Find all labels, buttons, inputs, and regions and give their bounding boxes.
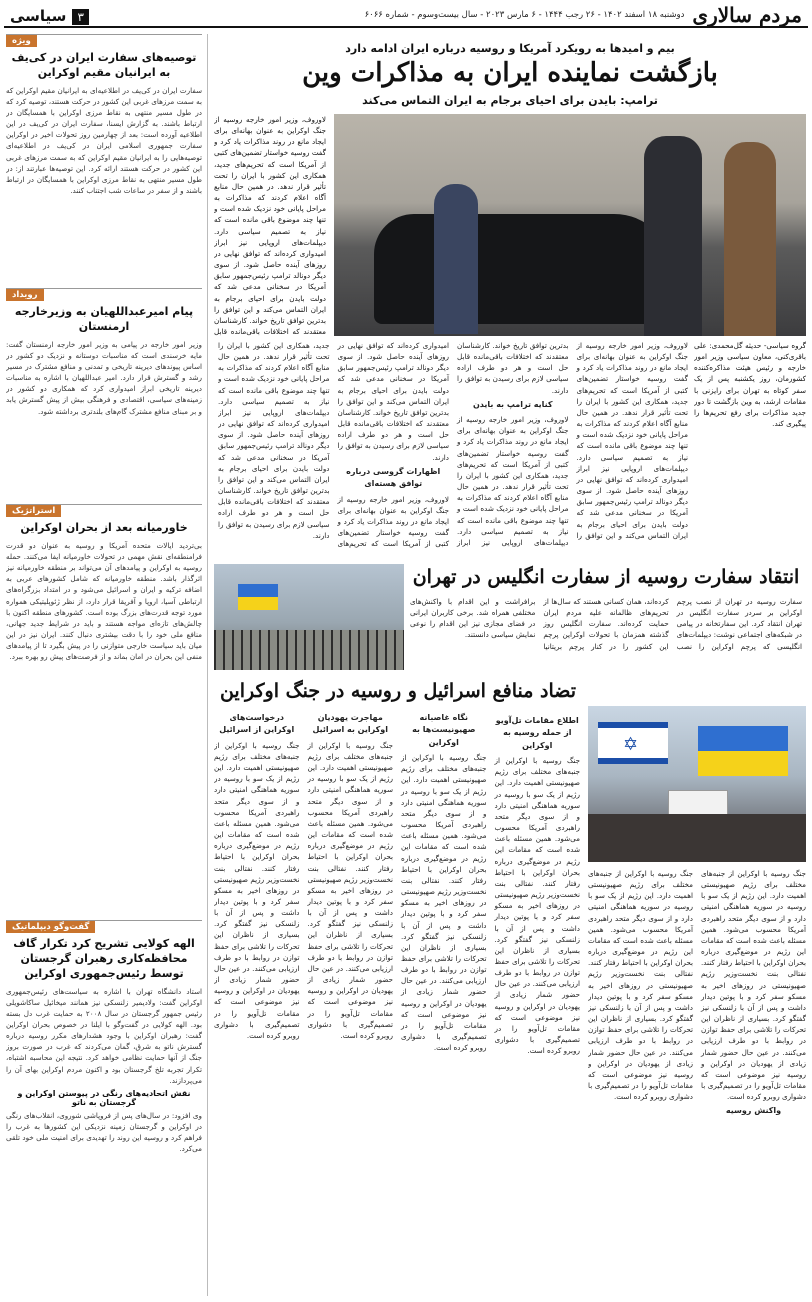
person-shape bbox=[724, 142, 776, 336]
lead-photo-vienna bbox=[334, 114, 806, 336]
ukraine-flag-icon bbox=[698, 726, 788, 776]
lead-article-text: لاوروف، وزیر امور خارجه روسیه از جنگ اوکراین به عنوان بهانه‌ای برای ایجاد مانع در روند مذاکرات یاد کرد و گفت روسیه خواستار تضمین‌های کتبی از آمریکا است که تحریم‌های جدید، همکاری این کشور با ایران را تحت تأثیر قرار ندهد. در همین حال منابع آگاه اعلام کردند که مذاکرات به مراحل پایانی خود نزدیک شده است و تنها چند موضوع باقی مانده است که نیاز به تصمیم سیاسی دارد. دیپلمات‌های اروپایی نیز ابراز امیدواری کرده‌اند که توافق نهایی در روزهای آینده حاصل شود. از سوی دیگر دونالد ترامپ رئیس‌جمهور سابق آمریکا در سخنانی مدعی شد که دولت بایدن برای احیای برجام به ایران التماس می‌کند و این توافق را بدترین توافق تاریخ خواند. کارشناسان معتقدند که اختلافات باقی‌مانده قابل حل است و هر دو طرف اراده سیاسی لازم برای رسیدن به توافق را دارند. bbox=[218, 341, 449, 549]
newspaper-logo: مردم سالاری bbox=[692, 3, 802, 27]
side-box-tag: رویداد bbox=[6, 289, 44, 301]
side-box-tag: استراتژیک bbox=[6, 505, 61, 517]
side-column bbox=[6, 34, 202, 1296]
embassy-article-body bbox=[410, 596, 802, 668]
side-box-tag: ویژه bbox=[6, 35, 37, 47]
side-box-koolaee bbox=[6, 920, 202, 1296]
israel-text: جنگ روسیه با اوکراین از جنبه‌های مختلف برای رژیم صهیونیستی اهمیت دارد. این رژیم از یک سو با روسیه در سوریه هماهنگی امنیتی دارد و از سوی دیگر متحد راهبردی آمریکا محسوب می‌شود. همین مسئله باعث شده است که مقامات این رژیم در موضع‌گیری درباره بحران اوکراین با احتیاط رفتار کنند. نفتالی بنت نخست‌وزیر رژیم صهیونیستی در روزهای اخیر به مسکو سفر کرد و با پوتین دیدار داشت و پس از آن با زلنسکی نیز گفتگو کرد. بسیاری از ناظران این تحرکات را تلاشی برای حفظ توازن در روابط با دو طرف ارزیابی می‌کنند. در عین حال حضور شمار زیادی از یهودیان در اوکراین و روسیه نیز موضوعی است که مقامات تل‌آویو را در تصمیم‌گیری با دشواری روبرو کرده است. bbox=[401, 753, 487, 1053]
protest-photo bbox=[588, 706, 806, 862]
embassy-photo bbox=[214, 564, 404, 670]
main-area bbox=[214, 34, 806, 1296]
side-box-armenia bbox=[6, 288, 202, 498]
lead-kicker: بیم و امیدها به رویکرد آمریکا و روسیه درباره ایران ادامه دارد bbox=[345, 42, 675, 55]
israel-text: جنگ روسیه با اوکراین از جنبه‌های مختلف برای رژیم صهیونیستی اهمیت دارد. این رژیم از یک سو با روسیه در سوریه هماهنگی امنیتی دارد و از سوی دیگر متحد راهبردی آمریکا محسوب می‌شود. همین مسئله باعث شده است که مقامات این رژیم در موضع‌گیری درباره بحران اوکراین با احتیاط رفتار کنند. نفتالی بنت نخست‌وزیر رژیم صهیونیستی در روزهای اخیر به مسکو سفر کرد و با پوتین دیدار داشت و پس از آن با زلنسکی نیز گفتگو کرد. بسیاری از ناظران این تحرکات را تلاشی برای حفظ توازن در روابط با دو طرف ارزیابی می‌کنند. در عین حال حضور شمار زیادی از یهودیان در اوکراین و روسیه نیز موضوعی است که مقامات تل‌آویو را در تصمیم‌گیری با دشواری روبرو کرده است. bbox=[307, 740, 393, 1040]
israel-flag-icon: ✡ bbox=[598, 722, 668, 764]
side-box-embassy-kyiv bbox=[6, 34, 202, 284]
israel-inhead: نگاه غاصبانه صهیونیست‌ها به اوکراین bbox=[412, 713, 476, 747]
lead-inhead: کنایه ترامپ به بایدن bbox=[472, 399, 553, 409]
side-box-subhead: نقش اتحادیه‌های رنگی در پیوستن اوکراین و گرجستان به ناتو bbox=[17, 1088, 191, 1107]
lead-inhead: اظهارات گروسی درباره توافق هسته‌ای bbox=[346, 466, 441, 489]
lead-article-text: لاوروف، وزیر امور خارجه روسیه از جنگ اوکراین به عنوان بهانه‌ای برای ایجاد مانع در روند مذاکرات یاد کرد و گفت روسیه خواستار تضمین‌های کتبی از آمریکا است که تحریم‌های جدید، همکاری این کشور با ایران را تحت تأثیر قرار ندهد. در همین حال منابع آگاه اعلام کردند که مذاکرات به مراحل پایانی خود نزدیک شده است و تنها چند موضوع باقی مانده است که نیاز به تصمیم سیاسی دارد. دیپلمات‌های اروپایی نیز ابراز امیدواری کرده‌اند که توافق نهایی در روزهای آینده حاصل شود. از سوی دیگر دونالد ترامپ رئیس‌جمهور سابق آمریکا در سخنانی مدعی شد که دولت بایدن برای احیای برجام به ایران التماس می‌کند و این توافق را بدترین توافق تاریخ خواند. کارشناسان معتقدند که اختلافات باقی‌مانده قابل حل است و هر دو طرف اراده سیاسی لازم برای رسیدن به توافق را دارند. bbox=[457, 341, 688, 540]
person-shape bbox=[434, 184, 478, 334]
lead-headline: بازگشت نماینده ایران به مذاکرات وین bbox=[302, 58, 718, 88]
page-header bbox=[4, 4, 808, 28]
car-shape bbox=[374, 214, 674, 324]
side-box-tag: گفت‌وگو دیپلماتیک bbox=[6, 921, 95, 933]
israel-headline: تضاد منافع اسرائیل و روسیه در جنگ اوکراین bbox=[219, 680, 577, 702]
side-box-text: سفارت ایران در کی‌یف در اطلاعیه‌ای به ایرانیان مقیم اوکراین که به سمت مرزهای غربی این کشور در حرکت هستند، توصیه کرد که در طول مسیر منتهی به نقاط مرزی اوکراین با همسایگان در ارتباط باشند. به گزارش ایسنا، سفارت ایران در کی‌یف در این اطلاعیه آورده است: بعد از چهارمین روز تحولات اخیر در اوکراین سفارت جمهوری اسلامی ایران در کی‌یف در اطلاعیه‌ای توصیه‌هایی را به ایرانیان مقیم اوکراین که به سمت مرزهای غربی این کشور در حرکت هستند ارائه کرد. این توصیه‌ها عبارتند از: در طول مسیر منتهی به نقاط مرزی اوکراین با همسایگان در ارتباط باشند و از سفر در ساعات شب اجتناب کنند. bbox=[6, 85, 202, 196]
israel-inhead: اطلاع مقامات تل‌آویو از حمله روسیه به اوکراین bbox=[495, 716, 579, 750]
lead-article-text: لاوروف، وزیر امور خارجه روسیه از جنگ اوکراین به عنوان بهانه‌ای برای ایجاد مانع در روند مذاکرات یاد کرد و گفت روسیه خواستار تضمین‌های کتبی از آمریکا است که تحریم‌های جدید، همکاری این کشور با ایران را تحت تأثیر قرار ندهد. در همین حال منابع آگاه اعلام کردند که مذاکرات به مراحل پایانی خود نزدیک شده است و تنها چند موضوع باقی مانده است که نیاز به تصمیم سیاسی دارد. دیپلمات‌های اروپایی نیز ابراز امیدواری کرده‌اند که توافق نهایی در روزهای آینده حاصل شود. از سوی دیگر دونالد ترامپ رئیس‌جمهور سابق آمریکا در سخنانی مدعی شد که دولت بایدن برای احیای برجام به ایران التماس می‌کند و این توافق را بدترین توافق تاریخ خواند. کارشناسان معتقدند که اختلافات باقی‌مانده قابل حل است و هر دو طرف اراده سیاسی لازم برای رسیدن به توافق را دارند. bbox=[337, 341, 569, 547]
lead-article-column bbox=[214, 114, 326, 336]
israel-text: جنگ روسیه با اوکراین از جنبه‌های مختلف برای رژیم صهیونیستی اهمیت دارد. این رژیم از یک سو با روسیه در سوریه هماهنگی امنیتی دارد و از سوی دیگر متحد راهبردی آمریکا محسوب می‌شود. همین مسئله باعث شده است که مقامات این رژیم در موضع‌گیری درباره بحران اوکراین با احتیاط رفتار کنند. نفتالی بنت نخست‌وزیر رژیم صهیونیستی در روزهای اخیر به مسکو سفر کرد و با پوتین دیدار داشت و پس از آن با زلنسکی نیز گفتگو کرد. بسیاری از ناظران این تحرکات را تلاشی برای حفظ توازن در روابط با دو طرف ارزیابی می‌کنند. در عین حال حضور شمار زیادی از یهودیان در اوکراین و روسیه نیز موضوعی است که مقامات تل‌آویو را در تصمیم‌گیری با دشواری روبرو کرده است. bbox=[494, 756, 580, 1056]
fence-shape bbox=[214, 630, 404, 670]
side-box-text: بی‌تردید ایالات متحده آمریکا و روسیه به عنوان دو قدرت فرامنطقه‌ای نقش مهمی در تحولات خاورمیانه ایفا می‌کنند. حمله روسیه به اوکراین و پیامدهای آن می‌تواند بر منطقه خاورمیانه نیز اثرگذار باشد. منطقه خاورمیانه که شامل کشورهای عربی به اضافه ترکیه و ایران و اسرائیل می‌شود و در امتداد بزرگراه‌های ارتباطی آسیا، اروپا و آفریقا قرار دارد، از نظر ژئوپلیتیکی همواره مورد توجه قدرت‌های بزرگ بوده است. کشورهای منطقه اکنون با چالش‌های تازه‌ای مواجه هستند و باید در شرایط جدید جهانی، منافع ملی خود را با دقت بیشتری دنبال کنند. ایران نیز در این میان باید سیاست خارجی متوازنی را در پیش بگیرد تا از پیامدهای منفی این بحران در امان بماند و از فرصت‌های پیش رو بهره ببرد. bbox=[6, 540, 202, 662]
side-box-text-2: وی افزود: در سال‌های پس از فروپاشی شوروی، انقلاب‌های رنگی در اوکراین و گرجستان زمینه نزدیکی این کشورها به غرب را فراهم کرد و روسیه این روند را تهدیدی برای امنیت ملی خود تلقی می‌کرد. bbox=[6, 1110, 202, 1154]
lead-intro-column bbox=[694, 340, 806, 558]
israel-inhead: مهاجرت یهودیان اوکراین به اسرائیل bbox=[312, 713, 388, 735]
lead-article-body bbox=[218, 340, 688, 558]
ukraine-flag-icon bbox=[238, 584, 278, 610]
crowd-shape bbox=[588, 814, 806, 862]
lead-subhead: ترامپ: بایدن برای احیای برجام به ایران التماس می‌کند bbox=[362, 94, 658, 107]
section-label: ۳سیاسی bbox=[10, 6, 89, 25]
israel-text: جنگ روسیه با اوکراین از جنبه‌های مختلف برای رژیم صهیونیستی اهمیت دارد. این رژیم از یک سو با روسیه در سوریه هماهنگی امنیتی دارد و از سوی دیگر متحد راهبردی آمریکا محسوب می‌شود. همین مسئله باعث شده است که مقامات این رژیم در موضع‌گیری درباره بحران اوکراین با احتیاط رفتار کنند. نفتالی بنت نخست‌وزیر رژیم صهیونیستی در روزهای اخیر به مسکو سفر کرد و با پوتین دیدار داشت و پس از آن با زلنسکی نیز گفتگو کرد. بسیاری از ناظران این تحرکات را تلاشی برای حفظ توازن در روابط با دو طرف ارزیابی می‌کنند. در عین حال حضور شمار زیادی از یهودیان در اوکراین و روسیه نیز موضوعی است که مقامات تل‌آویو را در تصمیم‌گیری با دشواری روبرو کرده است. bbox=[214, 740, 300, 1040]
side-box-title: توصیه‌های سفارت ایران در کی‌یف به ایرانیان مقیم اوکراین bbox=[11, 51, 197, 79]
side-box-middle-east bbox=[6, 504, 202, 914]
israel-article-body bbox=[214, 712, 580, 1296]
israel-inhead: واکنش روسیه bbox=[725, 1106, 782, 1116]
embassy-text: سفارت روسیه در تهران از نصب پرچم اوکراین بر سردر سفارت انگلیس در تهران انتقاد کرد. این سفارتخانه در پیامی در شبکه‌های اجتماعی نوشت: دیپلمات‌های انگلیسی که پرچم اوکراین را نصب کرده‌اند، همان کسانی هستند که سال‌ها از تحریم‌های ظالمانه علیه مردم ایران حمایت کرده‌اند. سفارت انگلیس روز گذشته همزمان با تحولات اوکراین پرچم این کشور را در کنار پرچم بریتانیا برافراشت و این اقدام با واکنش‌های مختلفی همراه شد. برخی کاربران ایرانی در فضای مجازی نیز این اقدام را نوعی نمایش سیاسی دانستند. bbox=[410, 597, 802, 651]
side-box-title: الهه کولایی تشریح کرد تکرار گاف محافظه‌کاری رهبران گرجستان توسط رئیس‌جمهوری اوکراین bbox=[13, 937, 195, 980]
side-box-text: استاد دانشگاه تهران با اشاره به سیاست‌های رئیس‌جمهوری اوکراین گفت: ولادیمیر زلنسکی نیز همانند میخائیل ساکاشویلی رئیس جمهور گرجستان در سال ۲۰۰۸ به حمایت غرب دل بسته بود. الهه کولایی در گفت‌وگو با ایلنا در خصوص بحران اوکراین گفت: رهبران اوکراین با وجود هشدارهای مکرر روسیه درباره گسترش ناتو به شرق، گمان می‌کردند که غرب در صورت بروز جنگ از آنها حمایت نظامی خواهد کرد. نتیجه این محاسبه اشتباه، تکرار تجربه تلخ گرجستان بود و اکنون مردم اوکراین بهای آن را می‌پردازند. bbox=[6, 986, 202, 1085]
israel-inhead: درخواست‌های اوکراین از اسرائیل bbox=[219, 713, 295, 735]
israel-text: جنگ روسیه با اوکراین از جنبه‌های مختلف برای رژیم صهیونیستی اهمیت دارد. این رژیم از یک سو با روسیه در سوریه هماهنگی امنیتی دارد و از سوی دیگر متحد راهبردی آمریکا محسوب می‌شود. همین مسئله باعث شده است که مقامات این رژیم در موضع‌گیری درباره بحران اوکراین با احتیاط رفتار کنند. نفتالی بنت نخست‌وزیر رژیم صهیونیستی در روزهای اخیر به مسکو سفر کرد و با پوتین دیدار داشت و پس از آن با زلنسکی نیز گفتگو کرد. بسیاری از ناظران این تحرکات را تلاشی برای حفظ توازن در روابط با دو طرف ارزیابی می‌کنند. در عین حال حضور شمار زیادی از یهودیان در اوکراین و روسیه نیز موضوعی است که مقامات تل‌آویو را در تصمیم‌گیری با دشواری روبرو کرده است. bbox=[588, 869, 693, 1102]
embassy-headline: انتقاد سفارت روسیه از سفارت انگلیس در تهران bbox=[412, 566, 800, 588]
side-box-title: خاورمیانه بعد از بحران اوکراین bbox=[20, 521, 188, 534]
side-box-title: پیام امیرعبداللهیان به وزیرخارجه ارمنستان bbox=[14, 305, 194, 333]
column-divider bbox=[207, 34, 208, 1296]
lead-intro-text: گروه سیاسی- حدیثه گل‌محمدی: علی باقری‌کنی، معاون سیاسی وزیر امور خارجه و رئیس هیئت مذاکره‌کننده کشورمان، روز یکشنبه پس از یک سفر کوتاه به تهران برای رایزنی با مقامات ارشد، به وین بازگشت تا دور جدید مذاکرات برای رفع تحریم‌ها را پیگیری کند. bbox=[694, 341, 806, 429]
person-shape bbox=[644, 136, 702, 336]
page-number: ۳ bbox=[72, 9, 88, 25]
lead-article-text: لاوروف، وزیر امور خارجه روسیه از جنگ اوکراین به عنوان بهانه‌ای برای ایجاد مانع در روند مذاکرات یاد کرد و گفت روسیه خواستار تضمین‌های کتبی از آمریکا است که تحریم‌های جدید، همکاری این کشور با ایران را تحت تأثیر قرار ندهد. در همین حال منابع آگاه اعلام کردند که مذاکرات به مراحل پایانی خود نزدیک شده است و تنها چند موضوع باقی مانده است که نیاز به تصمیم سیاسی دارد. دیپلمات‌های اروپایی نیز ابراز امیدواری کرده‌اند که توافق نهایی در روزهای آینده حاصل شود. از سوی دیگر دونالد ترامپ رئیس‌جمهور سابق آمریکا در سخنانی مدعی شد که دولت بایدن برای احیای برجام به ایران التماس می‌کند و این توافق را بدترین توافق تاریخ خواند. کارشناسان معتقدند که اختلافات باقی‌مانده قابل bbox=[214, 115, 326, 336]
israel-article-col-right bbox=[588, 868, 806, 1296]
dateline: دوشنبه ۱۸ اسفند ۱۴۰۲ - ۲۶ رجب ۱۴۴۴ - ۶ مارس ۲۰۲۳ - سال بیست‌وسوم - شماره ۶۰۶۶ bbox=[364, 10, 685, 20]
side-box-text: وزیر امور خارجه در پیامی به وزیر امور خارجه ارمنستان گفت: مایه خرسندی است که مناسبات دوستانه و نزدیک دو کشور در اساس پیوندهای دیرینه تاریخی و تمدنی و منافع مشترک در مسیر رشد و گسترش قرار دارد. امیر عبداللهیان با اشاره به مناسبات دیرینه تاریخی ابراز امیدواری کرد که همکاری دو کشور در زمینه‌های سیاسی، اقتصادی و فرهنگی بیش از پیش گسترش یابد و بر مبنای منافع مشترک گام‌های بلندتری برداشته شود. bbox=[6, 339, 202, 416]
israel-text: جنگ روسیه با اوکراین از جنبه‌های مختلف برای رژیم صهیونیستی اهمیت دارد. این رژیم از یک سو با روسیه در سوریه هماهنگی امنیتی دارد و از سوی دیگر متحد راهبردی آمریکا محسوب می‌شود. همین مسئله باعث شده است که مقامات این رژیم در موضع‌گیری درباره بحران اوکراین با احتیاط رفتار کنند. نفتالی بنت نخست‌وزیر رژیم صهیونیستی در روزهای اخیر به مسکو سفر کرد و با پوتین دیدار داشت و پس از آن با زلنسکی نیز گفتگو کرد. بسیاری از ناظران این تحرکات را تلاشی برای حفظ توازن در روابط با دو طرف ارزیابی می‌کنند. در عین حال حضور شمار زیادی از یهودیان در اوکراین و روسیه نیز موضوعی است که مقامات تل‌آویو را در تصمیم‌گیری با دشواری روبرو کرده است. bbox=[701, 869, 806, 1102]
